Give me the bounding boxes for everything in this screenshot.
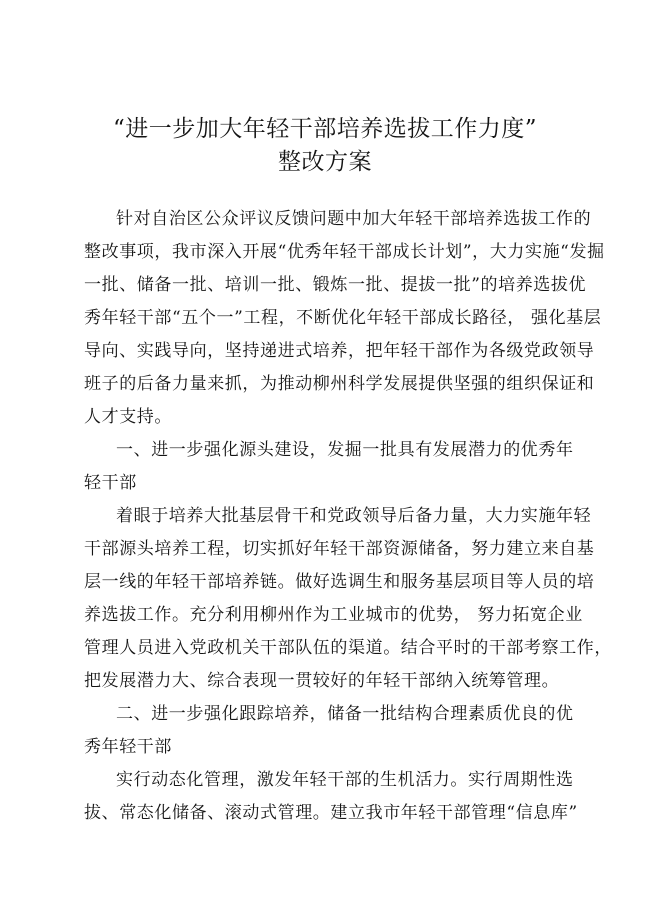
section-1-body-line-3: 层一线的年轻干部培养链。做好选调生和服务基层项目等人员的培 [84,572,595,592]
section-2-heading-line-2: 秀年轻干部 [84,737,172,757]
section-1-body-line-4: 养选拔工作。充分利用柳州作为工业城市的优势， 努力拓宽企业 [84,605,583,625]
paragraph-1-line-3: 一批、储备一批、培训一批、锻炼一批、提拔一批”的培养选拔优 [84,275,587,295]
paragraph-1-line-7: 人才支持。 [84,407,172,427]
section-2-body-line-1: 实行动态化管理，激发年轻干部的生机活力。实行周期性选 [116,770,574,790]
section-2-heading-line-1: 二、进一步强化跟踪培养，储备一批结构合理素质优良的优 [116,704,574,724]
paragraph-1-line-5: 导向、实践导向，坚持递进式培养，把年轻干部作为各级党政领导 [84,341,595,361]
section-1-body-line-1: 着眼于培养大批基层骨干和党政领导后备力量，大力实施年轻 [116,506,592,526]
paragraph-1-line-2: 整改事项，我市深入开展“优秀年轻干部成长计划”，大力实施“发掘 [84,242,605,262]
paragraph-1-line-4: 秀年轻干部“五个一”工程，不断优化年轻干部成长路径， 强化基层 [84,308,602,328]
section-2-body-line-2: 拔、常态化储备、滚动式管理。建立我市年轻干部管理“信息库” [84,803,578,823]
paragraph-1-line-6: 班子的后备力量来抓，为推动柳州科学发展提供坚强的组织保证和 [84,374,595,394]
document-title-line-1: “进一步加大年轻干部培养选拔工作力度” [112,116,538,142]
section-1-heading-line-2: 轻干部 [84,473,137,493]
section-1-body-line-6: 把发展潜力大、综合表现一贯较好的年轻干部纳入统筹管理。 [84,671,560,691]
document-title-line-2: 整改方案 [278,149,372,175]
section-1-body-line-5: 管理人员进入党政机关干部队伍的渠道。结合平时的干部考察工作， [84,638,612,658]
section-1-body-line-2: 干部源头培养工程，切实抓好年轻干部资源储备，努力建立来自基 [84,539,595,559]
paragraph-1-line-1: 针对自治区公众评议反馈问题中加大年轻干部培养选拔工作的 [116,209,592,229]
section-1-heading-line-1: 一、进一步强化源头建设，发掘一批具有发展潜力的优秀年 [116,440,574,460]
